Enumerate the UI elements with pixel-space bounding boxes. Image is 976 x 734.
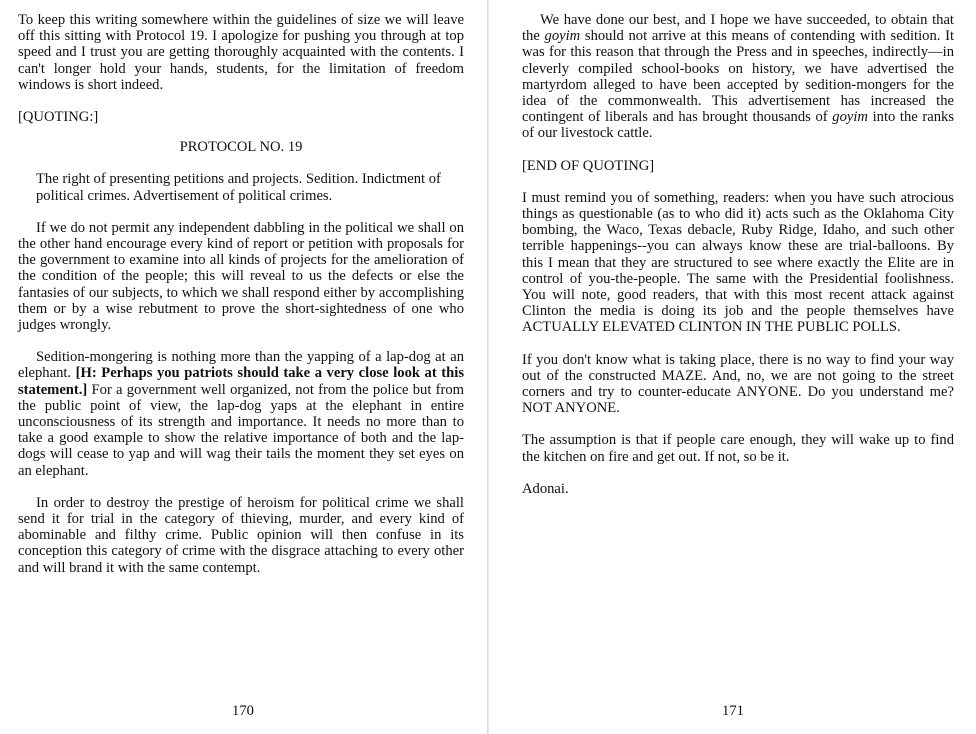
protocol-summary: The right of presenting petitions and projects. Sedition. Indictment of political crimes. Advertisement of political crimes. (36, 171, 441, 204)
page-number-left: 170 (232, 703, 254, 719)
right-p1-text-a: We have done our best, and I hope we have succeeded, to obtain that the (522, 12, 954, 45)
editor-comment-bold: [H: Perhaps you patriots should take a very close look at this statement.] (18, 365, 464, 398)
protocol-paragraph-2 (18, 349, 464, 479)
right-p1-text-b: should not arrive at this means of contending with sedition. It was for this reason that through the Press and in speeches, indirectly—in cleverly compiled school-books on history, we have advertised the martyrdom alleged to have been accepted by sedition-mongers for the idea of the commonwealth. This advertisement has increased the contingent of liberals and has brought thousands of (522, 28, 954, 126)
goyim-italic-1: goyim (544, 28, 581, 45)
paragraph-2-text-b: For a government well organized, not from the police but from the public point of view, the lap-dog yaps at the elephant in entire unconsciousness of its strength and importance. It needs no more than to take a good example to show the relative importance of both and the lap-dogs will cease to yap and will wag their tails the moment they set eyes on an elephant. (18, 381, 464, 479)
right-paragraph-1 (522, 12, 954, 142)
right-paragraph-4: The assumption is that if people care enough, they will wake up to find the kitchen on fire and get out. If not, so be it. (522, 432, 954, 465)
goyim-italic-2: goyim (832, 109, 868, 126)
protocol-paragraph-3: In order to destroy the prestige of heroism for political crime we shall send it for trial in the category of thieving, murder, and every kind of abominable and filthy crime. Public opinion will then confuse in its conception this category of crime with the disgrace attaching to every other and will brand it with the same contempt. (18, 494, 464, 576)
intro-paragraph: To keep this writing somewhere within the guidelines of size we will leave off this sitting with Protocol 19. I apologize for pushing you through at top speed and I trust you are getting thoroughly acquainted with the contents. I can't longer hold your hands, students, for the limitation of freedom windows is short indeed. (18, 12, 464, 93)
page-number-right: 171 (722, 703, 744, 719)
protocol-title: PROTOCOL NO. 19 (179, 139, 303, 156)
right-paragraph-2: I must remind you of something, readers: when you have such atrocious things as questionable (as to who did it) acts such as the Oklahoma City bombing, the Waco, Texas debacle, Ruby Ridge, Idaho, and such other terrible happenings--you can always know these are trial-balloons. By this I mean that they are structured to see where exactly the Elite are in control of you-the-people. The same with the Presidential foolishness. You will note, good readers, that with this most recent attack against Clinton the media is doing its job and the people themselves have ACTUALLY ELEVATED CLINTON IN THE PUBLIC POLLS. (522, 189, 954, 336)
signature: Adonai. (522, 480, 569, 497)
book-gutter (487, 0, 489, 734)
left-page (0, 0, 486, 734)
quoting-close-label: [END OF QUOTING] (522, 157, 655, 174)
right-paragraph-3: If you don't know what is taking place, there is no way to find your way out of the constructed MAZE. And, no, we are not going to the street corners and try to counter-educate ANYONE. Do you understand me? NOT ANYONE. (522, 351, 954, 417)
right-p1-text-c: into the ranks of our livestock cattle. (522, 109, 955, 142)
right-page (490, 0, 976, 734)
paragraph-2-text-a: Sedition-mongering is nothing more than the yapping of a lap-dog at an elephant. (18, 349, 464, 382)
protocol-paragraph-1: If we do not permit any independent dabbling in the political we shall on the other hand encourage every kind of report or petition with proposals for the government to examine into all kinds of projects for the amelioration of the condition of the people; this will reveal to us the defects or else the fantasies of our subjects, to which we shall respond either by accomplishing them or by a wise rebutment to prove the short-sightedness of one who judges wrongly. (18, 219, 464, 334)
quoting-open-label: [QUOTING:] (18, 109, 99, 126)
